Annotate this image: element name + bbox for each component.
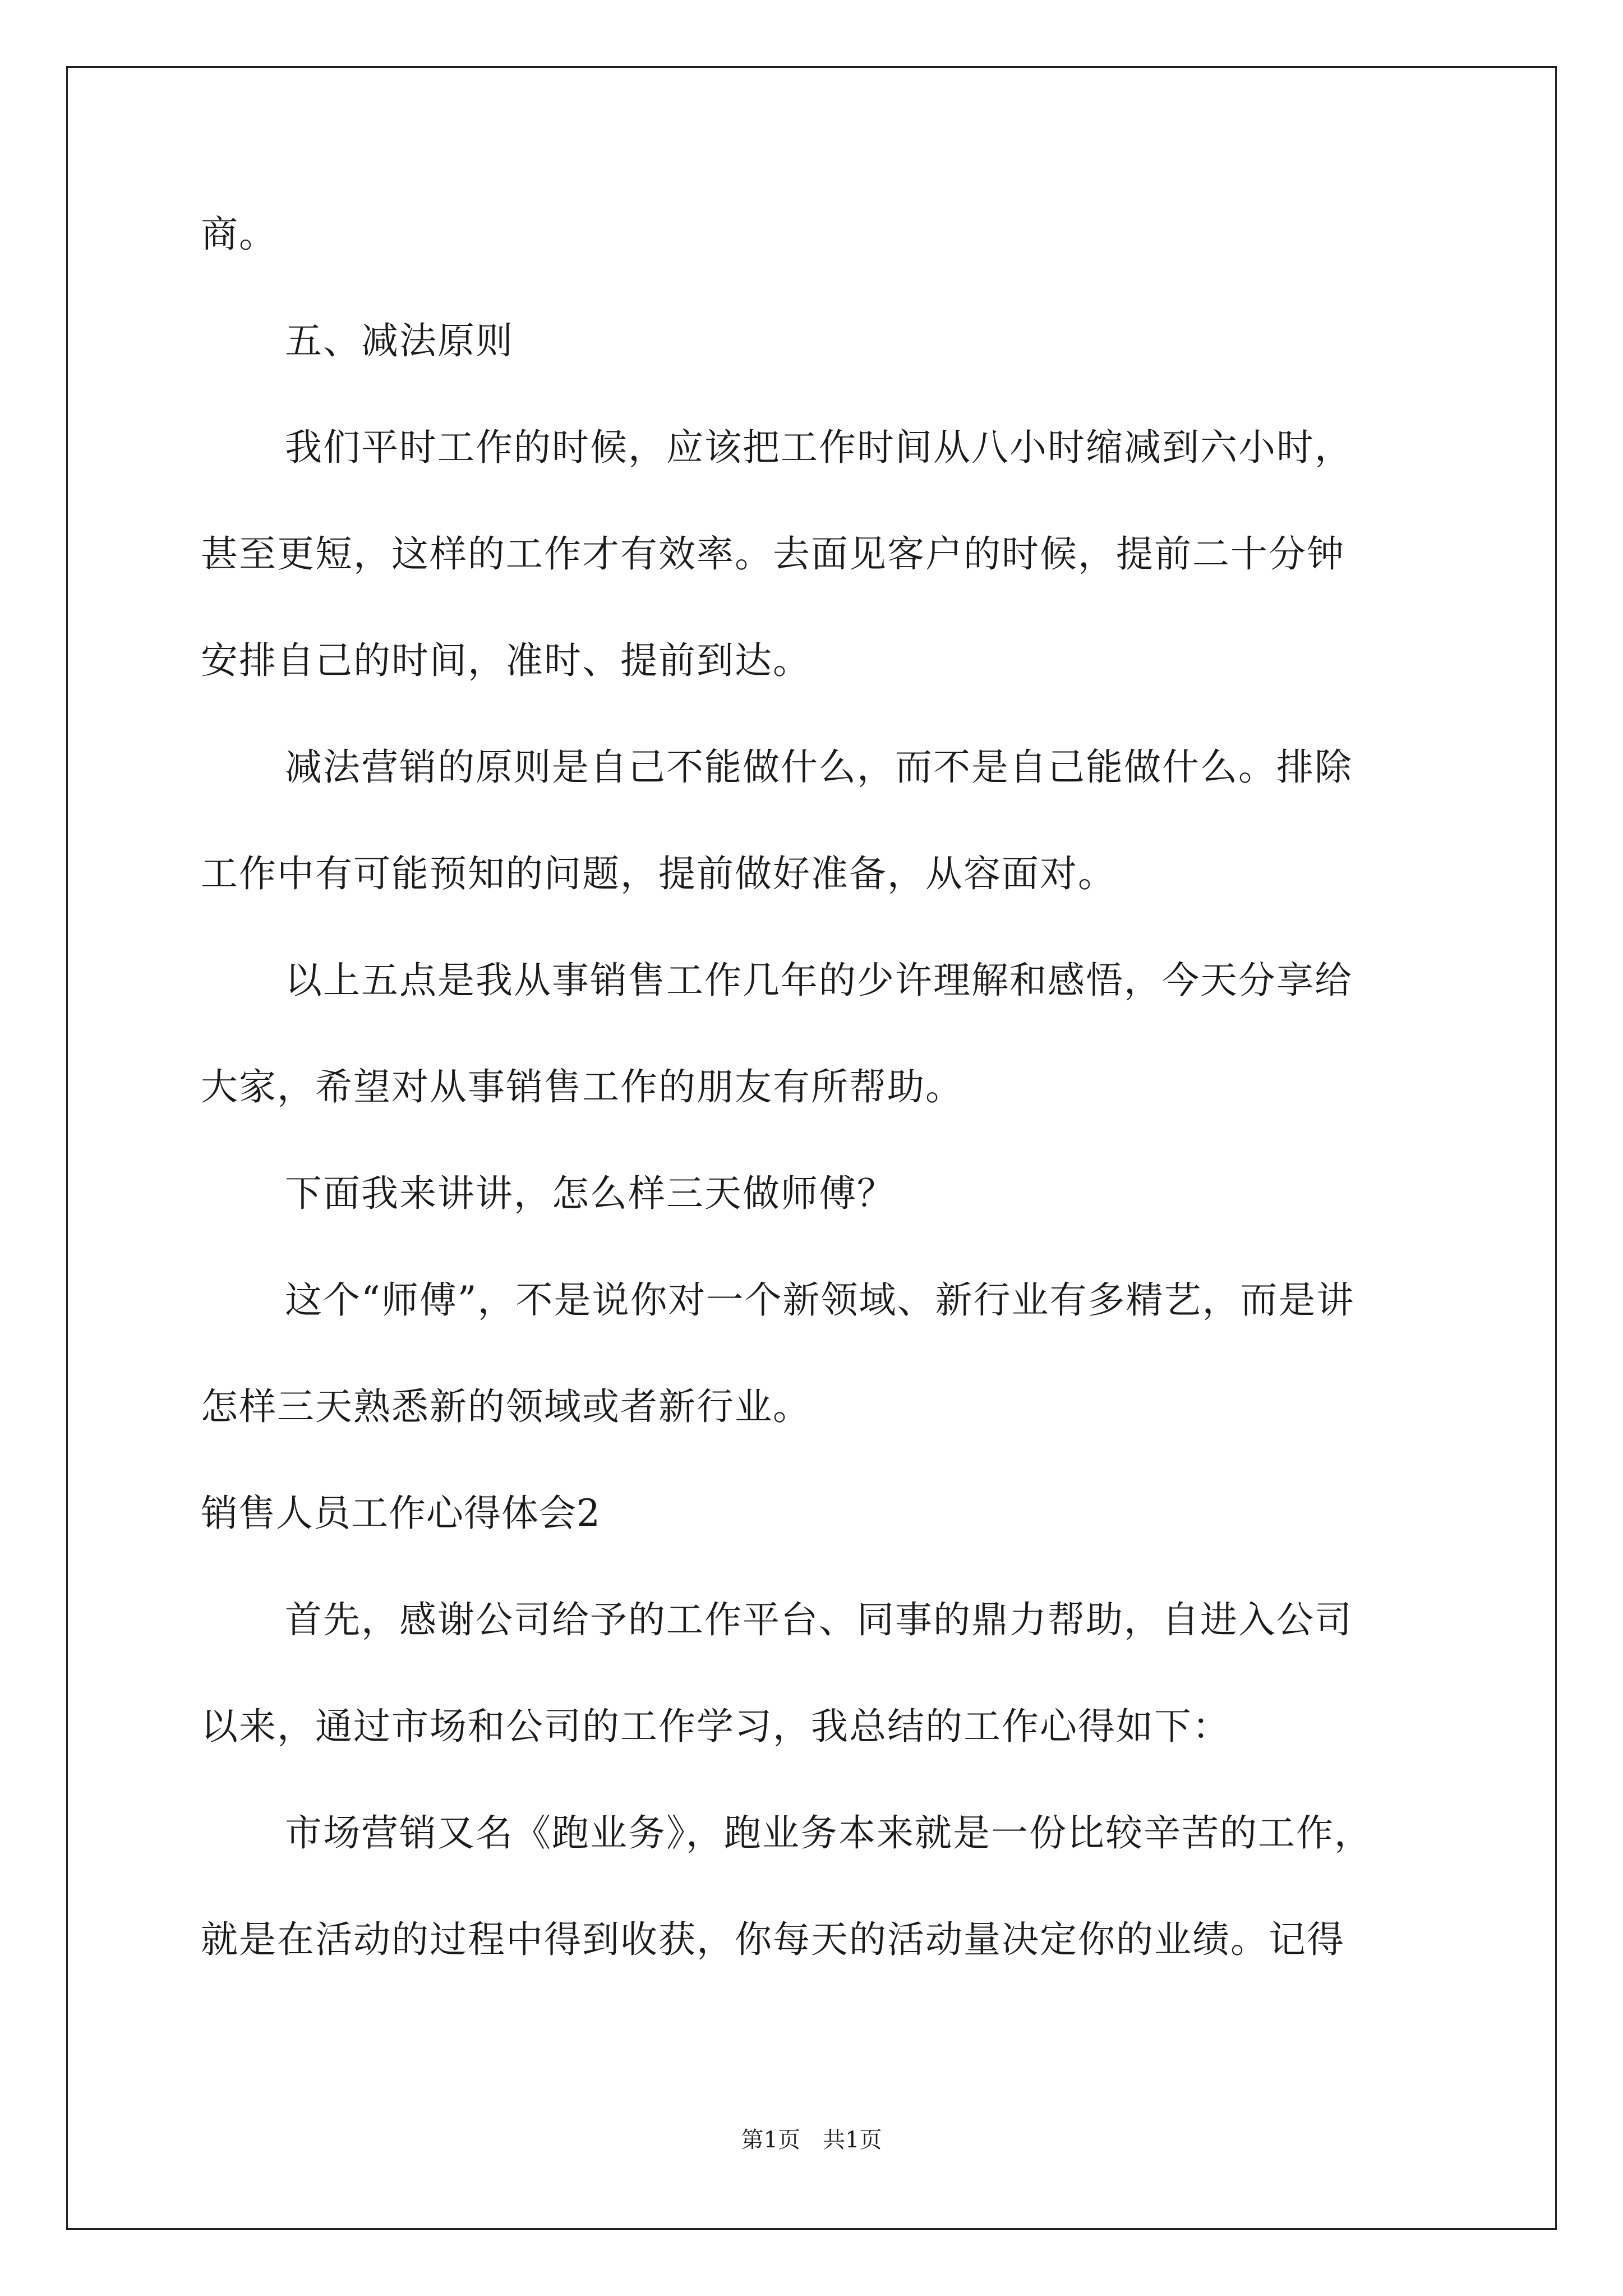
article-title: 销售人员工作心得体会2 (201, 1492, 601, 1535)
text-line: 首先，感谢公司给予的工作平台、同事的鼎力帮助，自进入公司 (285, 1598, 1353, 1641)
text-line: 以上五点是我从事销售工作几年的少许理解和感悟，今天分享给 (285, 959, 1353, 1002)
page-footer: 第1页 共1页 (741, 2127, 882, 2153)
text-line: 我们平时工作的时候，应该把工作时间从八小时缩减到六小时， (285, 426, 1353, 469)
text-line: 这个“师傅”，不是说你对一个新领域、新行业有多精艺，而是讲 (285, 1278, 1355, 1322)
text-line: 就是在活动的过程中得到收获，你每天的活动量决定你的业绩。记得 (201, 1918, 1345, 1961)
section-heading: 五、减法原则 (285, 319, 514, 362)
text-line: 大家，希望对从事销售工作的朋友有所帮助。 (201, 1065, 963, 1108)
text-line: 甚至更短，这样的工作才有效率。去面见客户的时候，提前二十分钟 (201, 532, 1345, 576)
text-line: 以来，通过市场和公司的工作学习，我总结的工作心得如下： (201, 1705, 1230, 1748)
page-border (66, 66, 1557, 2230)
text-line: 市场营销又名《跑业务》，跑业务本来就是一份比较辛苦的工作， (285, 1811, 1372, 1855)
text-line: 安排自己的时间，准时、提前到达。 (201, 639, 811, 682)
text-line: 减法营销的原则是自己不能做什么，而不是自己能做什么。排除 (285, 746, 1353, 789)
text-line: 商。 (201, 213, 277, 256)
text-line: 工作中有可能预知的问题，提前做好准备，从容面对。 (201, 852, 1116, 895)
text-line: 怎样三天熟悉新的领域或者新行业。 (201, 1385, 811, 1428)
text-line: 下面我来讲讲，怎么样三天做师傅？ (285, 1172, 895, 1215)
